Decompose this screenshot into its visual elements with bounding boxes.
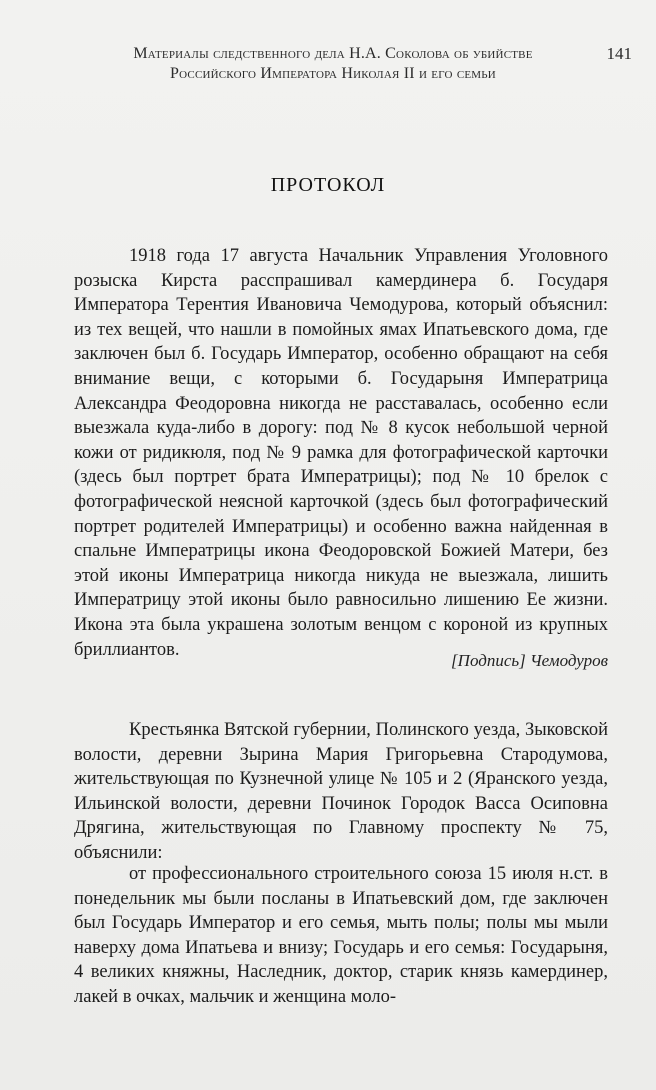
paragraph-text: Крестьянка Вятской губернии, Полинского уезда, Зыковской волости, деревни Зырина Мария Григорьевна Стародумова, жительствующая по Кузнечной улице № 105 и 2 (Яранского уезда, Ильинской волости, деревни Починок Городок Васса Осиповна Дрягина, жительствующая по Главному проспекту № 75, объяснили: xyxy=(74,720,608,863)
running-head xyxy=(90,44,576,84)
page-number: 141 xyxy=(606,44,632,63)
paragraph-text: от профессионального строительного союза 15 июля н.ст. в понедельник мы были посланы в Ипатьевский дом, где заключен был Государь Император и его семья, мыть полы; полы мы мыли наверху дома Ипатьева и внизу; Государь и его семья: Государыня, 4 великих княжны, Наследник, доктор, старик князь камердинер, лакей в очках, мальчик и женщина моло- xyxy=(74,864,608,1007)
paragraph-text: 1918 года 17 августа Начальник Управления Уголовного розыска Кирста расспрашивал камердинера б. Государя Императора Терентия Ивановича Чемодурова, который объяснил: из тех вещей, что нашли в помойных ямах Ипатьевского дома, где заключен был б. Государь Император, особенно обращают на себя внимание вещи, с которыми б. Государыня Императрица Александра Феодоровна никогда не расставалась, особенно если выезжала куда-либо в дорогу: под № 8 кусок небольшой черной кожи от ридикюля, под № 9 рамка для фотографической карточки (здесь был портрет брата Императрицы); под № 10 брелок с фотографической неясной карточкой (здесь был фотографический портрет родителей Императрицы) и особенно важна найденная в спальне Императрицы икона Феодоровской Божией Матери, без этой иконы Императрица никогда никуда не выезжала, лишить Императрицу этой иконы было равносильно лишению Ее жизни. Икона эта была украшена золотым венцом с короной из крупных бриллиантов. xyxy=(74,246,608,660)
document-title: ПРОТОКОЛ xyxy=(270,174,386,196)
protocol-paragraph-2 xyxy=(74,718,608,866)
running-head-line-1: Материалы следственного дела Н.А. Соколова об убийстве xyxy=(133,45,533,62)
signature: [Подпись] Чемодуров xyxy=(451,651,608,670)
protocol-paragraph-3 xyxy=(74,862,608,1010)
protocol-paragraph-1 xyxy=(74,244,608,662)
running-head-line-2: Российского Императора Николая II и его семьи xyxy=(170,65,496,82)
